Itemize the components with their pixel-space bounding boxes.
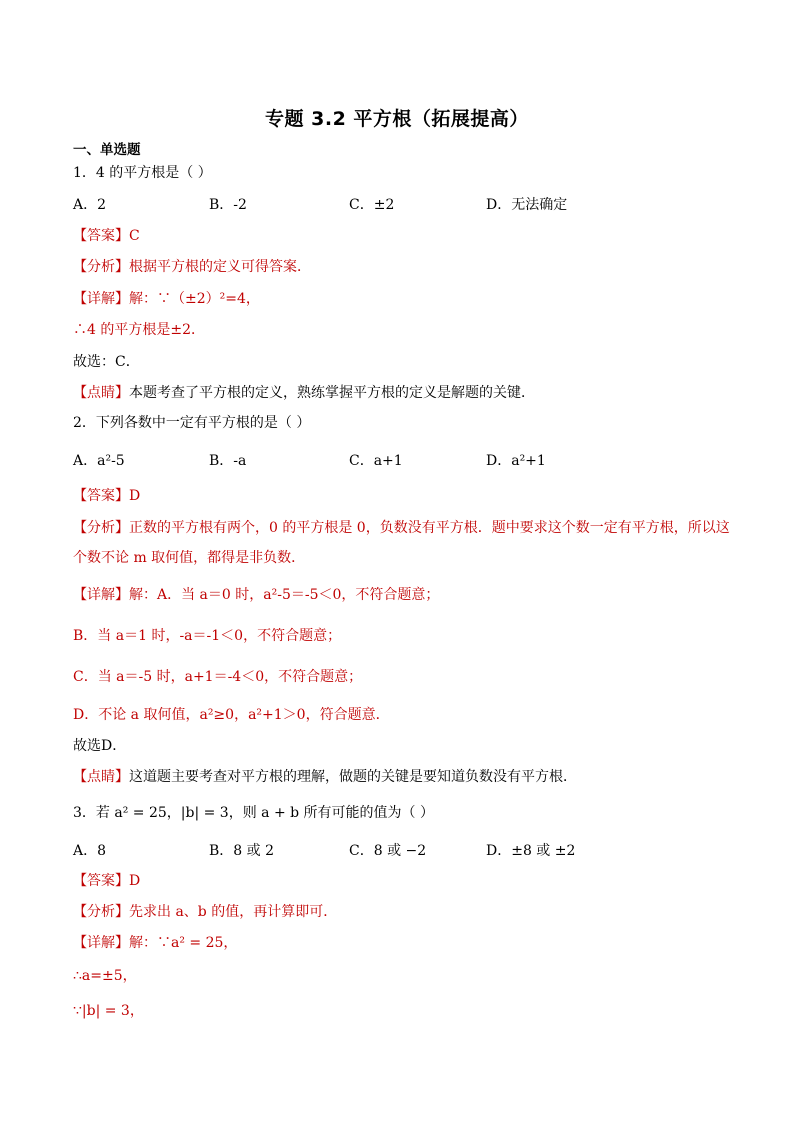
q1-choose: 故选：C． <box>73 354 140 370</box>
q3-detail-line-3: ∵|b| = 3， <box>73 1003 144 1019</box>
answer-tag: 【答案】 <box>73 488 129 504</box>
q3-option-a: A．8 <box>73 843 107 859</box>
analysis-text: 先求出 a、b 的值，再计算即可． <box>129 904 338 920</box>
detail-tag: 【详解】 <box>73 935 129 951</box>
q3-detail <box>73 934 237 952</box>
answer-value: C <box>129 228 140 244</box>
q3-answer <box>73 872 140 890</box>
q1-option-b: B．-2 <box>209 197 247 213</box>
analysis-tag: 【分析】 <box>73 520 129 536</box>
analysis-tag: 【分析】 <box>73 904 129 920</box>
answer-value: D <box>129 488 141 504</box>
q1-detail <box>73 290 260 308</box>
detail-text: 解：∵（±2）²=4， <box>129 291 260 307</box>
answer-tag: 【答案】 <box>73 873 129 889</box>
q2-detail-d: D．不论 a 取何值，a²≥0，a²+1＞0，符合题意． <box>73 707 390 723</box>
q1-analysis <box>73 258 311 276</box>
q2-detail <box>73 586 439 604</box>
detail-tag: 【详解】 <box>73 291 129 307</box>
q1-detail-line-2: ∴4 的平方根是±2． <box>73 322 205 338</box>
q3-detail-line-2: ∴a=±5， <box>73 968 137 984</box>
q2-option-d: D．a²+1 <box>486 453 546 469</box>
q2-detail-b: B．当 a＝1 时，-a＝-1＜0，不符合题意； <box>73 628 342 644</box>
comment-text: 本题考查了平方根的定义，熟练掌握平方根的定义是解题的关键． <box>129 385 535 401</box>
analysis-text: 正数的平方根有两个，0 的平方根是 0，负数没有平方根．题中要求这个数一定有平方根，所以这 <box>129 520 730 536</box>
analysis-tag: 【分析】 <box>73 259 129 275</box>
q1-option-d: D．无法确定 <box>486 197 568 213</box>
detail-text: 解：∵a² = 25， <box>129 935 238 951</box>
q2-option-b: B．-a <box>209 453 247 469</box>
comment-text: 这道题主要考查对平方根的理解，做题的关键是要知道负数没有平方根． <box>129 769 577 785</box>
comment-tag: 【点睛】 <box>73 769 129 785</box>
q2-answer <box>73 487 140 505</box>
q1-comment <box>73 384 535 402</box>
detail-tag: 【详解】 <box>73 587 129 603</box>
q3-option-c: C．8 或 −2 <box>349 843 427 859</box>
detail-text: 解：A．当 a＝0 时，a²-5＝-5＜0，不符合题意； <box>129 587 440 603</box>
q2-option-c: C．a+1 <box>349 453 403 469</box>
q2-choose: 故选D． <box>73 738 127 754</box>
q2-option-a: A．a²-5 <box>73 453 125 469</box>
q2-detail-c: C．当 a＝-5 时，a+1＝-4＜0，不符合题意； <box>73 669 363 685</box>
question-3-stem: 3．若 a² = 25，|b| = 3，则 a + b 所有可能的值为（ ） <box>73 805 434 821</box>
q1-answer <box>73 227 140 245</box>
q1-option-c: C．±2 <box>349 197 395 213</box>
q3-analysis <box>73 903 337 921</box>
page-title: 专题 3.2 平方根（拓展提高） <box>265 108 529 130</box>
q2-analysis <box>73 519 730 537</box>
q1-option-a: A．2 <box>73 197 107 213</box>
comment-tag: 【点睛】 <box>73 385 129 401</box>
answer-tag: 【答案】 <box>73 228 129 244</box>
q2-comment <box>73 768 577 786</box>
question-2-stem: 2．下列各数中一定有平方根的是（ ） <box>73 415 311 431</box>
question-1-stem: 1．4 的平方根是（ ） <box>73 165 212 181</box>
q3-option-b: B．8 或 2 <box>209 843 275 859</box>
section-heading: 一、单选题 <box>73 142 141 158</box>
q3-option-d: D．±8 或 ±2 <box>486 843 576 859</box>
answer-value: D <box>129 873 141 889</box>
analysis-text: 根据平方根的定义可得答案． <box>129 259 311 275</box>
q2-analysis-line-2: 个数不论 m 取何值，都得是非负数． <box>73 550 306 566</box>
